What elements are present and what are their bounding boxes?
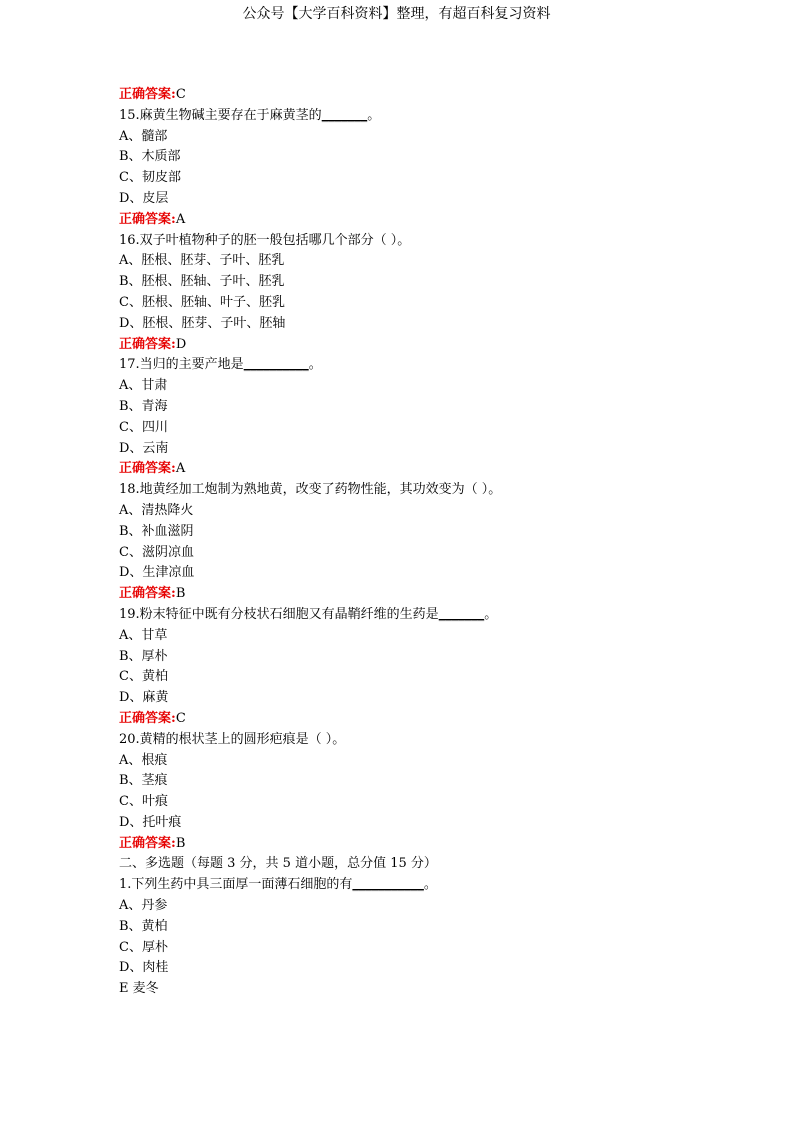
- answer-label: 正确答案:: [119, 710, 176, 726]
- answer-label: 正确答案:: [119, 835, 176, 851]
- answer-value: D: [175, 336, 187, 352]
- page-header: 公众号【大学百科资料】整理，有超百科复习资料: [242, 6, 551, 22]
- option-item: C、胚根、胚轴、叶子、胚乳: [119, 294, 285, 310]
- answer-value: B: [175, 586, 186, 602]
- answer-value: A: [175, 211, 186, 227]
- answer-label: 正确答案:: [119, 87, 176, 102]
- correct-answer: [119, 584, 739, 605]
- option-item: B、黄柏: [119, 918, 168, 934]
- section-title: 二、多选题（每题 3 分，共 5 道小题，总分值 15 分）: [119, 856, 437, 872]
- option-item: D、托叶痕: [119, 814, 182, 830]
- option-item: C、韧皮部: [119, 170, 181, 186]
- option-item: D、胚根、胚芽、子叶、胚轴: [119, 315, 286, 331]
- correct-answer: [119, 459, 739, 480]
- question-text: [119, 875, 739, 896]
- question-stem: 20.黄精的根状茎上的圆形疤痕是（ ）。: [119, 731, 346, 747]
- question-text: [119, 231, 739, 252]
- option-item: A、丹参: [119, 898, 168, 914]
- question-stem: 17.当归的主要产地是: [119, 357, 244, 373]
- question-text: [119, 480, 739, 501]
- question-text: [119, 605, 739, 626]
- option-item: D、肉桂: [119, 960, 169, 976]
- option-item: B、补血滋阴: [119, 523, 194, 539]
- option-item: C、叶痕: [119, 794, 168, 810]
- option-item: C、滋阴凉血: [119, 544, 194, 560]
- answer-blank: _______: [321, 107, 368, 123]
- option-item: C、厚朴: [119, 939, 168, 955]
- option-item: D、麻黄: [119, 690, 169, 706]
- option-item: C、四川: [119, 419, 168, 435]
- option-item: A、胚根、胚芽、子叶、胚乳: [119, 253, 285, 269]
- option-item: D、云南: [119, 440, 169, 456]
- answer-value: C: [175, 710, 186, 726]
- question-stem: 1.下列生药中具三面厚一面薄石细胞的有: [119, 877, 353, 893]
- option-item: E 麦冬: [119, 981, 159, 997]
- correct-answer: [119, 335, 739, 356]
- answer-value: A: [175, 461, 186, 477]
- option-item: A、甘草: [119, 627, 168, 643]
- answer-label: 正确答案:: [119, 461, 176, 477]
- answer-blank: __________: [243, 357, 309, 373]
- answer-value: C: [175, 87, 186, 102]
- option-item: A、髓部: [119, 128, 168, 144]
- answer-blank: _______: [438, 606, 485, 622]
- question-stem: 19.粉末特征中既有分枝状石细胞又有晶鞘纤维的生药是: [119, 606, 439, 622]
- correct-answer: [119, 210, 739, 231]
- option-item: B、茎痕: [119, 773, 168, 789]
- question-text: [119, 355, 739, 376]
- answer-label: 正确答案:: [119, 336, 176, 352]
- option-item: B、厚朴: [119, 648, 168, 664]
- question-stem: 18.地黄经加工炮制为熟地黄，改变了药物性能，其功效变为（ ）。: [119, 482, 502, 498]
- option-item: B、青海: [119, 398, 168, 414]
- option-item: D、生津凉血: [119, 565, 195, 581]
- option-item: B、胚根、胚轴、子叶、胚乳: [119, 274, 285, 290]
- correct-answer: [119, 834, 739, 855]
- question-end: 。: [367, 107, 381, 123]
- correct-answer: [119, 85, 739, 106]
- answer-label: 正确答案:: [119, 211, 176, 227]
- question-end: 。: [423, 877, 437, 893]
- option-item: A、根痕: [119, 752, 168, 768]
- answer-blank: ___________: [352, 877, 424, 893]
- option-item: B、木质部: [119, 149, 181, 165]
- question-stem: 15.麻黄生物碱主要存在于麻黄茎的: [119, 107, 322, 123]
- question-stem: 16.双子叶植物种子的胚一般包括哪几个部分（ ）。: [119, 232, 411, 248]
- correct-answer: [119, 709, 739, 730]
- question-content: [119, 85, 739, 1000]
- option-item: A、清热降火: [119, 502, 194, 518]
- question-end: 。: [308, 357, 322, 373]
- option-item: D、皮层: [119, 190, 169, 206]
- question-text: [119, 730, 739, 751]
- option-item: A、甘肃: [119, 378, 168, 394]
- answer-label: 正确答案:: [119, 586, 176, 602]
- question-end: 。: [484, 606, 498, 622]
- question-text: [119, 106, 739, 127]
- answer-value: B: [175, 835, 186, 851]
- option-item: C、黄柏: [119, 669, 168, 685]
